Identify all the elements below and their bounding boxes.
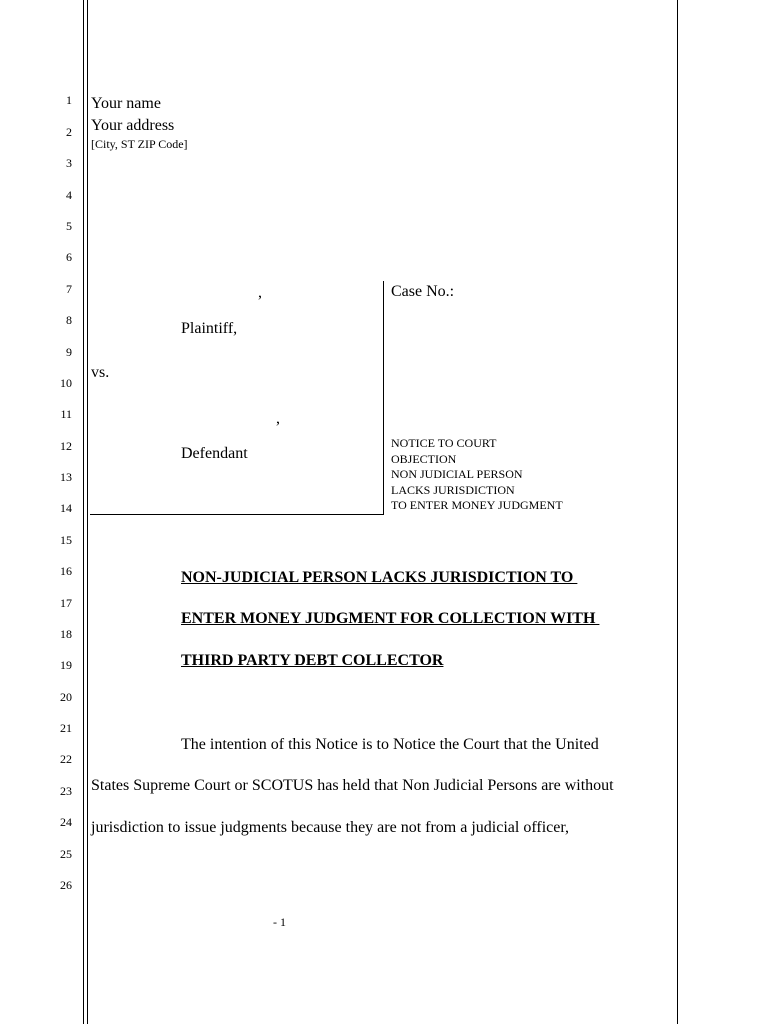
line-number: 2 [66, 125, 72, 139]
page-number: - 1 [273, 915, 286, 929]
heading-line: NON-JUDICIAL PERSON LACKS JURISDICTION TO [181, 569, 578, 586]
document-type-line: NON JUDICIAL PERSON [391, 467, 523, 481]
caption-vertical-divider [383, 281, 384, 515]
line-number: 13 [60, 470, 72, 484]
line-number: 25 [60, 847, 72, 861]
document-type-line: TO ENTER MONEY JUDGMENT [391, 498, 563, 512]
versus-label: vs. [91, 364, 110, 381]
line-number: 9 [66, 345, 72, 359]
line-number: 20 [60, 690, 72, 704]
line-number: 3 [66, 156, 72, 170]
line-number: 4 [66, 188, 72, 202]
plaintiff-label: Plaintiff, [181, 320, 238, 337]
line-number: 8 [66, 313, 72, 327]
line-number: 5 [66, 219, 72, 233]
party-name: Your name [91, 95, 161, 112]
line-number: 23 [60, 784, 72, 798]
line-number: 19 [60, 658, 72, 672]
line-number: 24 [60, 815, 72, 829]
line-number: 26 [60, 878, 72, 892]
left-margin-rule-outer [83, 0, 84, 1024]
line-number: 14 [60, 501, 72, 515]
document-type-line: LACKS JURISDICTION [391, 482, 515, 497]
line-number: 7 [66, 282, 72, 296]
body-text-line: The intention of this Notice is to Notice the Court that the United [181, 736, 599, 753]
line-number: 18 [60, 627, 72, 641]
document-type-line: NOTICE TO COURT [391, 436, 497, 450]
plaintiff-blank-comma: , [258, 284, 262, 301]
line-number: 15 [60, 533, 72, 547]
defendant-blank-comma: , [276, 410, 280, 427]
left-margin-rule-inner [87, 0, 88, 1024]
caption-bottom-rule [90, 514, 384, 515]
party-address: Your address [91, 117, 175, 134]
body-text-line: States Supreme Court or SCOTUS has held that Non Judicial Persons are without [91, 777, 614, 794]
document-type-line: OBJECTION [391, 451, 457, 466]
line-number: 22 [60, 752, 72, 766]
right-margin-rule [677, 0, 678, 1024]
body-text-line: jurisdiction to issue judgments because they are not from a judicial officer, [91, 819, 570, 836]
line-number: 10 [60, 376, 72, 390]
heading-line: THIRD PARTY DEBT COLLECTOR [181, 652, 444, 669]
line-number: 17 [60, 596, 72, 610]
party-city-state-zip: [City, ST ZIP Code] [91, 137, 188, 151]
defendant-label: Defendant [181, 445, 248, 462]
heading-line: ENTER MONEY JUDGMENT FOR COLLECTION WITH [181, 610, 600, 627]
line-number: 1 [66, 93, 72, 107]
line-number: 11 [60, 407, 72, 421]
document-type-block [391, 436, 563, 514]
case-number-label: Case No.: [391, 283, 455, 300]
line-number: 16 [60, 564, 72, 578]
line-number: 12 [60, 439, 72, 453]
line-number: 6 [66, 250, 72, 264]
line-number: 21 [60, 721, 72, 735]
